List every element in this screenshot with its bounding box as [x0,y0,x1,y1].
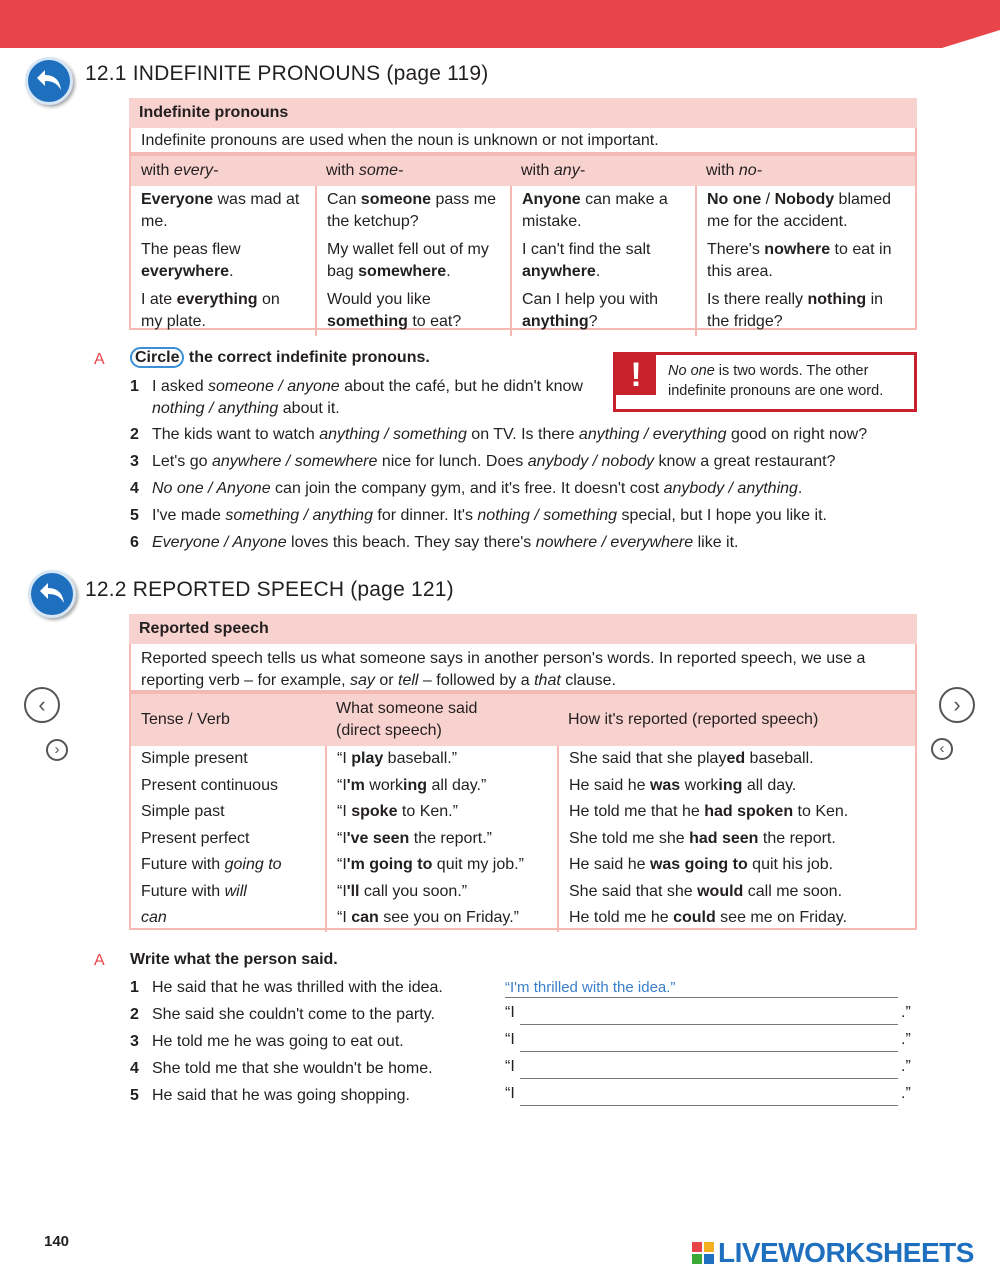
option-text: anywhere / somewhere [211,453,378,470]
column-header: How it's reported (reported speech) [558,694,915,746]
pronoun-table [129,154,917,330]
text: clause. [560,672,616,689]
table-row [131,879,915,906]
table-cell [326,799,558,826]
text: Simple present [141,750,248,767]
table-cell [131,186,316,236]
circle-word: Circle [130,347,184,368]
table-cell [511,186,696,236]
item-number: 6 [130,534,139,551]
table-cell [696,236,915,286]
table-cell [696,186,915,236]
exercise-instruction [130,349,430,367]
answer-line [505,997,898,998]
table-cell [558,905,915,932]
item-text: He told me he was going to eat out. [152,1033,404,1050]
table-row [131,773,915,800]
bold-text: 've seen [346,829,410,847]
bold-text: something [327,313,408,330]
bold-text: Nobody [774,191,835,208]
exercise-instruction: Write what the person said. [130,951,338,968]
column-header [696,156,915,186]
text: baseball.” [383,750,458,767]
table-cell [558,826,915,853]
table-cell [326,905,558,932]
text: blamed me for the accident. [707,191,892,230]
open-quote: “I [505,1085,515,1102]
text: see me on Friday. [715,909,848,926]
text: the report.” [409,829,492,847]
text: can make a mistake. [522,191,668,230]
text: the report. [758,829,836,847]
table-cell [558,799,915,826]
exclamation-icon: ! [616,355,656,395]
table-cell [326,826,558,853]
text: My wallet fell out of my bag [327,241,489,280]
text: quit his job. [747,856,834,873]
bold-text: 'll [346,882,360,900]
text: Let's go [152,453,212,470]
page-number: 140 [44,1233,70,1250]
table-row [131,852,915,879]
text: quit my job.” [432,856,524,873]
item-number: 2 [130,1006,139,1023]
text: / [761,191,775,208]
back-arrow-icon [38,581,66,605]
prev-small-button[interactable]: › [46,739,68,761]
text: “I [337,776,347,794]
item-number: 2 [130,426,139,443]
text: There's [707,241,765,258]
table-cell [511,236,696,286]
text: Is there really [707,291,808,308]
header-emphasis: any- [553,162,586,179]
text: to Ken.” [397,803,458,820]
exercise-item [130,1085,490,1107]
option-text: going to [224,856,282,873]
text: Can I help you with [522,291,659,308]
table-row [131,826,915,853]
item-number: 1 [130,378,139,395]
logo-text: LIVEWORKSHEETS [718,1237,974,1268]
text: – followed by a [418,672,535,689]
text: . [446,263,451,280]
bold-text: was going to [649,856,748,873]
table-cell [326,773,558,800]
text: pass me the ketchup? [327,191,496,230]
text: He said he [569,776,650,794]
text: like it. [693,534,739,551]
table-cell [316,286,511,336]
close-quote: .” [901,1004,911,1021]
option-text: can [141,909,167,926]
bold-text: had spoken [704,803,794,820]
text: He told me that he [569,803,705,820]
exercise-item [130,424,920,446]
option-text: nothing / anything [152,400,279,417]
item-text: He said that he was going shopping. [152,1087,410,1104]
logo-icon [692,1242,714,1264]
exercise-letter: A [94,952,105,969]
table-row [131,905,915,932]
instruction-text: the correct indefinite pronouns. [184,349,430,366]
text: all day.” [427,776,487,794]
item-text: He said that he was thrilled with the idea. [152,979,443,996]
close-quote: .” [901,1085,911,1102]
text: He said he [569,856,650,873]
table-cell [131,905,326,932]
section-title: 12.2 REPORTED SPEECH (page 121) [85,578,454,601]
column-header [131,156,316,186]
text: Can [327,191,361,208]
bold-text: 'm going to [346,856,433,873]
reported-speech-table [129,692,917,930]
text: can join the company gym, and it's free. It doesn't cost [270,480,664,497]
table-row [131,186,915,236]
option-text: will [224,882,247,900]
text: baseball. [745,750,814,767]
exercise-item [130,1031,490,1053]
exercise-item [130,1058,490,1080]
exercise-item [130,532,920,554]
item-text: She told me that she wouldn't be home. [152,1060,433,1077]
table-row [131,236,915,286]
text: I've made [152,507,226,524]
text: “I [337,856,347,873]
text: Future with [141,882,225,900]
header-prefix: with [141,162,174,179]
text: nice for lunch. Does [377,453,528,470]
back-arrow-button[interactable] [28,570,76,618]
exercise-item [130,1004,490,1026]
text: She said that she [569,882,698,900]
bold-text: anything [522,313,589,330]
text: to Ken. [793,803,849,820]
table-cell [316,236,511,286]
bold-text: ing [718,776,743,794]
text: Would you like [327,291,431,308]
item-number: 4 [130,1060,139,1077]
item-number: 1 [130,979,139,996]
text: Present continuous [141,776,278,794]
text: I ate [141,291,177,308]
option-text: anything / everything [578,426,727,443]
option-text: something / anything [225,507,373,524]
text: about it. [278,400,340,417]
table-cell [131,746,326,773]
table-cell [511,286,696,336]
liveworksheets-logo [692,1237,974,1269]
bold-text: would [697,882,744,900]
bold-text: everything [176,291,258,308]
text: know a great restaurant? [654,453,836,470]
table-cell [316,186,511,236]
table-cell [558,852,915,879]
text: I can't find the salt [522,241,651,258]
text: Present perfect [141,829,250,847]
bold-text: No one [707,191,762,208]
bold-text: ed [726,750,746,767]
item-number: 3 [130,1033,139,1050]
option-text: anything / something [319,426,467,443]
text: The kids want to watch [152,426,320,443]
text: Simple past [141,803,225,820]
text: “I [337,803,352,820]
bold-text: play [351,750,384,767]
answer-input-line[interactable] [520,1105,898,1106]
text: The peas flew [141,241,241,258]
text: loves this beach. They say there's [286,534,536,551]
column-header-line: What someone said [336,700,478,717]
option-text: anybody / nobody [527,453,655,470]
table-description: Indefinite pronouns are used when the noun is unknown or not important. [129,128,917,154]
option-text: say [350,672,375,689]
text: see you on Friday.” [378,909,520,926]
table-cell [326,746,558,773]
text: . [229,263,234,280]
exercise-item [130,478,920,500]
text: good on right now? [726,426,868,443]
text: work [364,776,404,794]
header-prefix: with [521,162,554,179]
exercise-item [130,451,920,473]
open-quote: “I [505,1004,515,1021]
text: all day. [742,776,797,794]
bold-text: somewhere [358,263,447,280]
text: “I [337,750,352,767]
text: Future with [141,856,225,873]
table-cell [558,746,915,773]
bold-text: had seen [689,829,759,847]
answer-input-line[interactable] [520,1051,898,1052]
text: or [374,672,399,689]
table-title: Indefinite pronouns [129,98,917,128]
table-cell [131,826,326,853]
table-cell [131,236,316,286]
option-text: nowhere / everywhere [535,534,694,551]
table-cell [131,773,326,800]
table-cell [131,286,316,336]
text: I asked [152,378,209,395]
bold-text: was [649,776,681,794]
bold-text: nothing [807,291,867,308]
column-header [326,694,558,746]
table-cell [131,799,326,826]
bold-text: Everyone [141,191,214,208]
prev-page-button[interactable]: ‹ [24,687,60,723]
text: for dinner. It's [372,507,478,524]
next-small-button[interactable]: ‹ [931,738,953,760]
bold-text: ing [403,776,428,794]
close-quote: .” [901,1058,911,1075]
back-arrow-button[interactable] [25,57,73,105]
back-arrow-icon [35,68,63,92]
exercise-letter: A [94,351,105,368]
table-row [131,746,915,773]
option-text: Everyone / Anyone [152,534,287,551]
table-cell [326,852,558,879]
text: on TV. Is there [466,426,579,443]
text: call you soon.” [359,882,468,900]
column-header-line: (direct speech) [336,722,442,739]
header-emphasis: no- [738,162,763,179]
text: . [797,480,803,497]
table-row [131,286,915,336]
column-header [511,156,696,186]
table-cell [131,852,326,879]
header-emphasis: some- [358,162,404,179]
bold-text: everywhere [141,263,230,280]
bold-text: Anyone [522,191,581,208]
bold-text: nowhere [764,241,831,258]
text: He told me he [569,909,674,926]
text: to eat in this area. [707,241,892,280]
exercise-item [130,505,920,527]
example-answer: “I'm thrilled with the idea.” [505,979,676,996]
table-cell [696,286,915,336]
table-cell [326,879,558,906]
bold-text: someone [360,191,432,208]
table-cell [558,773,915,800]
bold-text: can [351,909,379,926]
text: She said that she play [569,750,727,767]
header-prefix: with [706,162,739,179]
bold-text: 'm [346,776,365,794]
text: She told me she [569,829,690,847]
open-quote: “I [505,1031,515,1048]
table-cell [558,879,915,906]
text: on my plate. [141,291,280,330]
open-quote: “I [505,1058,515,1075]
text: “I [337,909,352,926]
answer-input-line[interactable] [520,1024,898,1025]
answer-input-line[interactable] [520,1078,898,1079]
text: “I [337,829,347,847]
text: . [595,263,601,280]
table-row [131,799,915,826]
item-number: 3 [130,453,139,470]
section-title: 12.1 INDEFINITE PRONOUNS (page 119) [85,62,489,85]
option-text: No one / Anyone [152,480,271,497]
item-text: She said she couldn't come to the party. [152,1006,435,1023]
option-text: anybody / anything [663,480,798,497]
text: Reported speech tells us what someone says in another person's words. In reported speech, we use a reporting verb – for example, [141,650,866,689]
bold-text: could [673,909,716,926]
option-text: that [534,672,561,689]
item-number: 5 [130,507,139,524]
bold-text: spoke [351,803,398,820]
option-text: nothing / something [477,507,618,524]
note-emphasis: No one [668,363,715,379]
text: work [680,776,719,794]
table-description [129,644,917,692]
column-header: Tense / Verb [131,694,326,746]
header-emphasis: every- [173,162,219,179]
exercise-item [130,376,920,420]
text: was mad at me. [141,191,300,230]
option-text: someone / anyone [208,378,340,395]
text: ? [588,313,598,330]
exercise-item [130,977,490,999]
header-prefix: with [326,162,359,179]
item-number: 5 [130,1087,139,1104]
text: “I [337,882,347,900]
option-text: tell [398,672,419,689]
next-page-button[interactable]: › [939,687,975,723]
close-quote: .” [901,1031,911,1048]
text: to eat? [407,313,462,330]
top-banner [0,0,1000,48]
column-header [316,156,511,186]
text: call me soon. [743,882,843,900]
bold-text: anywhere [522,263,596,280]
table-title: Reported speech [129,614,917,644]
text: about the café, but he didn't know [339,378,583,395]
item-number: 4 [130,480,139,497]
table-cell [131,879,326,906]
note-rest: is two words. The other indefinite pronouns are one word. [668,363,884,399]
text: in the fridge? [707,291,884,330]
text: special, but I hope you like it. [617,507,827,524]
